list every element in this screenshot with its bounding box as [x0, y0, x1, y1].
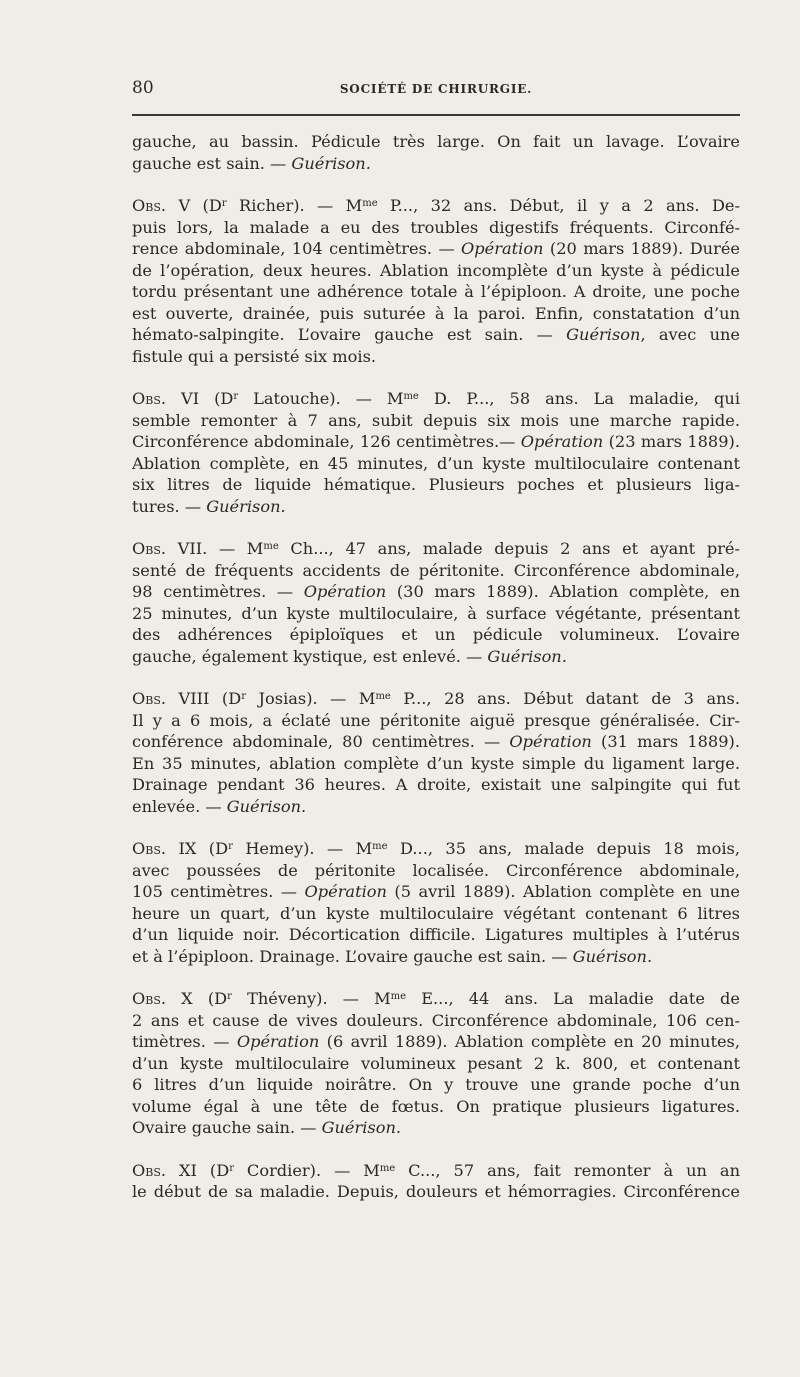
text-line [132, 538, 740, 560]
text-span: Ovaire gauche sain. — [132, 1118, 322, 1137]
small-caps-text: Obs [132, 389, 161, 408]
paragraph-gap [132, 174, 740, 195]
superscript-text: r [221, 198, 227, 209]
text-span: heure un quart, d’un kyste multiloculaire végétant contenant 6 litres [132, 903, 740, 923]
text-span: . IX (D [160, 839, 229, 858]
text-span: . VII. — M [160, 539, 264, 558]
small-caps-text: Obs [132, 196, 161, 215]
text-span: Circonférence abdominale, 126 centimètres.— [132, 432, 521, 451]
superscript-text: me [390, 991, 407, 1002]
text-span: . V (D [160, 196, 222, 215]
header-rule [132, 114, 740, 116]
text-line [132, 1181, 740, 1203]
text-line [132, 1074, 740, 1096]
text-span: 2 ans et cause de vives douleurs. Circonférence abdominale, 106 cen- [132, 1010, 740, 1030]
text-span: d’un kyste multiloculaire volumineux pesant 2 k. 800, et contenant [132, 1053, 740, 1073]
text-line [132, 474, 740, 496]
italic-text: Opération [236, 1032, 320, 1051]
text-line [132, 346, 740, 368]
text-line [132, 796, 740, 818]
page-header [132, 78, 740, 102]
text-span: Il y a 6 mois, a éclaté une péritonite aiguë presque généralisée. Cir- [132, 710, 740, 730]
text-line [132, 324, 740, 346]
paragraph-gap [132, 817, 740, 838]
italic-text: Opération [520, 432, 604, 451]
text-span: tordu présentant une adhérence totale à l’épiploon. A droite, une poche [132, 282, 740, 301]
text-span: (23 mars 1889). [603, 432, 740, 451]
text-line [132, 903, 740, 925]
text-line [132, 217, 740, 239]
running-title: SOCIÉTÉ DE CHIRURGIE. [339, 82, 533, 96]
text-span: . X (D [160, 989, 228, 1008]
text-span: senté de fréquents accidents de péritonite. Circonférence abdominale, [132, 560, 740, 580]
text-line [132, 560, 740, 582]
text-line [132, 603, 740, 625]
text-span: Latouche). — M [238, 389, 404, 408]
italic-text: Guérison. [291, 153, 371, 173]
text-line [132, 1096, 740, 1118]
paragraph-gap [132, 517, 740, 538]
italic-text: Opération [304, 882, 387, 901]
text-span: fistule qui a persisté six mois. [132, 346, 377, 366]
text-span: tures. — [132, 496, 207, 516]
text-span: rence abdominale, 104 centimètres. — [132, 239, 462, 258]
superscript-text: me [263, 541, 279, 552]
text-line [132, 946, 740, 968]
text-span: gauche, également kystique, est enlevé. — [132, 646, 488, 666]
text-line [132, 1053, 740, 1075]
text-span: 25 minutes, d’un kyste multiloculaire, à surface végétante, présentant [132, 603, 740, 623]
text-line [132, 496, 740, 518]
small-caps-text: Obs [132, 539, 161, 558]
text-span: avec poussées de péritonite localisée. Circonférence abdominale, [132, 860, 740, 880]
text-span: C..., 57 ans, fait remonter à un an [395, 1160, 740, 1180]
text-span: Hemey). — M [232, 839, 373, 858]
text-span: semble remonter à 7 ans, subit depuis six mois une marche rapide. [132, 410, 740, 430]
text-span: E..., 44 ans. La maladie date de [406, 989, 740, 1008]
text-span: . VI (D [160, 389, 234, 408]
italic-text: Guérison [566, 325, 641, 344]
text-span: Ch..., 47 ans, malade depuis 2 ans et ayant pré- [278, 539, 740, 558]
text-line [132, 195, 740, 217]
paragraph-gap [132, 1139, 740, 1160]
text-span: , avec une [640, 325, 740, 344]
text-line [132, 624, 740, 646]
superscript-text: r [233, 391, 239, 402]
text-line [132, 281, 740, 303]
text-span: . XI (D [160, 1160, 230, 1180]
paragraph-gap [132, 967, 740, 988]
text-span: des adhérences épiploïques et un pédicule volumineux. L’ovaire [132, 625, 740, 644]
text-line [132, 303, 740, 325]
text-line [132, 1010, 740, 1032]
text-span: (20 mars 1889). Durée [543, 239, 740, 258]
text-line [132, 1117, 740, 1139]
text-span: timètres. — [132, 1032, 237, 1051]
text-span: est ouverte, drainée, puis suturée à la paroi. Enfin, constatation d’un [132, 303, 740, 323]
italic-text: Opération [303, 582, 387, 601]
small-caps-text: Obs [132, 1160, 161, 1180]
text-span: Josias). — M [246, 689, 376, 708]
text-line [132, 646, 740, 668]
text-span: 105 centimètres. — [132, 882, 305, 901]
text-span: Richer). — M [226, 196, 363, 215]
italic-text: Opération [461, 239, 544, 258]
small-caps-text: Obs [132, 689, 161, 708]
text-span: (30 mars 1889). Ablation complète, en [386, 582, 740, 601]
text-span: P..., 32 ans. Début, il y a 2 ans. De- [377, 196, 740, 215]
page-number: 80 [132, 78, 154, 98]
text-line [132, 260, 740, 282]
text-span: 6 litres d’un liquide noirâtre. On y trouve une grande poche d’un [132, 1075, 740, 1094]
text-span: P..., 28 ans. Début datant de 3 ans. [390, 689, 740, 708]
text-span: puis lors, la malade a eu des troubles digestifs fréquents. Circonfé- [132, 217, 740, 237]
text-span: conférence abdominale, 80 centimètres. — [132, 732, 510, 751]
text-line [132, 131, 740, 153]
text-line [132, 238, 740, 260]
text-span: (6 avril 1889). Ablation complète en 20 minutes, [319, 1032, 740, 1051]
superscript-text: me [379, 1162, 396, 1174]
text-line [132, 753, 740, 775]
superscript-text: me [362, 198, 378, 209]
text-line [132, 860, 740, 882]
text-span: Cordier). — M [233, 1160, 380, 1180]
text-line [132, 774, 740, 796]
text-line [132, 838, 740, 860]
text-line [132, 988, 740, 1010]
paragraph-gap [132, 667, 740, 688]
text-span: de l’opération, deux heures. Ablation incomplète d’un kyste à pédicule [132, 260, 740, 280]
text-line [132, 688, 740, 710]
text-span: . VIII (D [160, 689, 242, 708]
italic-text: Guérison. [206, 496, 286, 516]
italic-text: Guérison. [572, 946, 653, 966]
superscript-text: me [403, 391, 419, 402]
text-span: En 35 minutes, ablation complète d’un kyste simple du ligament large. [132, 753, 740, 773]
text-span: gauche est sain. — [132, 153, 292, 173]
superscript-text: r [227, 991, 232, 1002]
text-line [132, 710, 740, 732]
text-line [132, 431, 740, 453]
text-span: six litres de liquide hématique. Plusieurs poches et plusieurs liga- [132, 475, 740, 494]
superscript-text: r [228, 841, 233, 852]
text-span: volume égal à une tête de fœtus. On pratique plusieurs ligatures. [132, 1096, 740, 1116]
superscript-text: r [241, 691, 247, 702]
text-span: enlevée. — [132, 796, 227, 816]
text-span: (31 mars 1889). [591, 732, 740, 751]
text-span: le début de sa maladie. Depuis, douleurs et hémorragies. Circonférence [132, 1182, 740, 1201]
small-caps-text: Obs [132, 989, 161, 1008]
text-line [132, 1160, 740, 1182]
text-span: Drainage pendant 36 heures. A droite, existait une salpingite qui fut [132, 775, 740, 794]
text-span: D. P..., 58 ans. La maladie, qui [418, 389, 740, 408]
text-line [132, 924, 740, 946]
text-span: gauche, au bassin. Pédicule très large. On fait un lavage. L’ovaire [132, 132, 740, 151]
small-caps-text: Obs [132, 839, 161, 858]
paragraph-gap [132, 367, 740, 388]
text-line [132, 388, 740, 410]
superscript-text: me [375, 691, 391, 702]
text-line [132, 1031, 740, 1053]
text-span: hémato-salpingite. L’ovaire gauche est sain. — [132, 325, 567, 344]
text-span: D..., 35 ans, malade depuis 18 mois, [387, 839, 740, 858]
superscript-text: r [229, 1162, 234, 1174]
italic-text: Guérison. [226, 796, 307, 816]
italic-text: Guérison. [487, 646, 567, 666]
italic-text: Guérison. [321, 1118, 402, 1137]
text-line [132, 581, 740, 603]
text-span: Ablation complète, en 45 minutes, d’un kyste multiloculaire contenant [132, 453, 740, 473]
text-span: et à l’épiploon. Drainage. L’ovaire gauche est sain. — [132, 946, 573, 966]
text-span: 98 centimètres. — [132, 582, 304, 601]
text-line [132, 453, 740, 475]
text-line [132, 731, 740, 753]
text-line [132, 410, 740, 432]
text-span: (5 avril 1889). Ablation complète en une [386, 882, 740, 901]
body-text [132, 131, 740, 1203]
text-span: Théveny). — M [231, 989, 391, 1008]
italic-text: Opération [509, 732, 592, 751]
superscript-text: me [372, 841, 388, 852]
text-line [132, 881, 740, 903]
text-span: d’un liquide noir. Décortication difficile. Ligatures multiples à l’utérus [132, 925, 740, 944]
text-line [132, 153, 740, 175]
